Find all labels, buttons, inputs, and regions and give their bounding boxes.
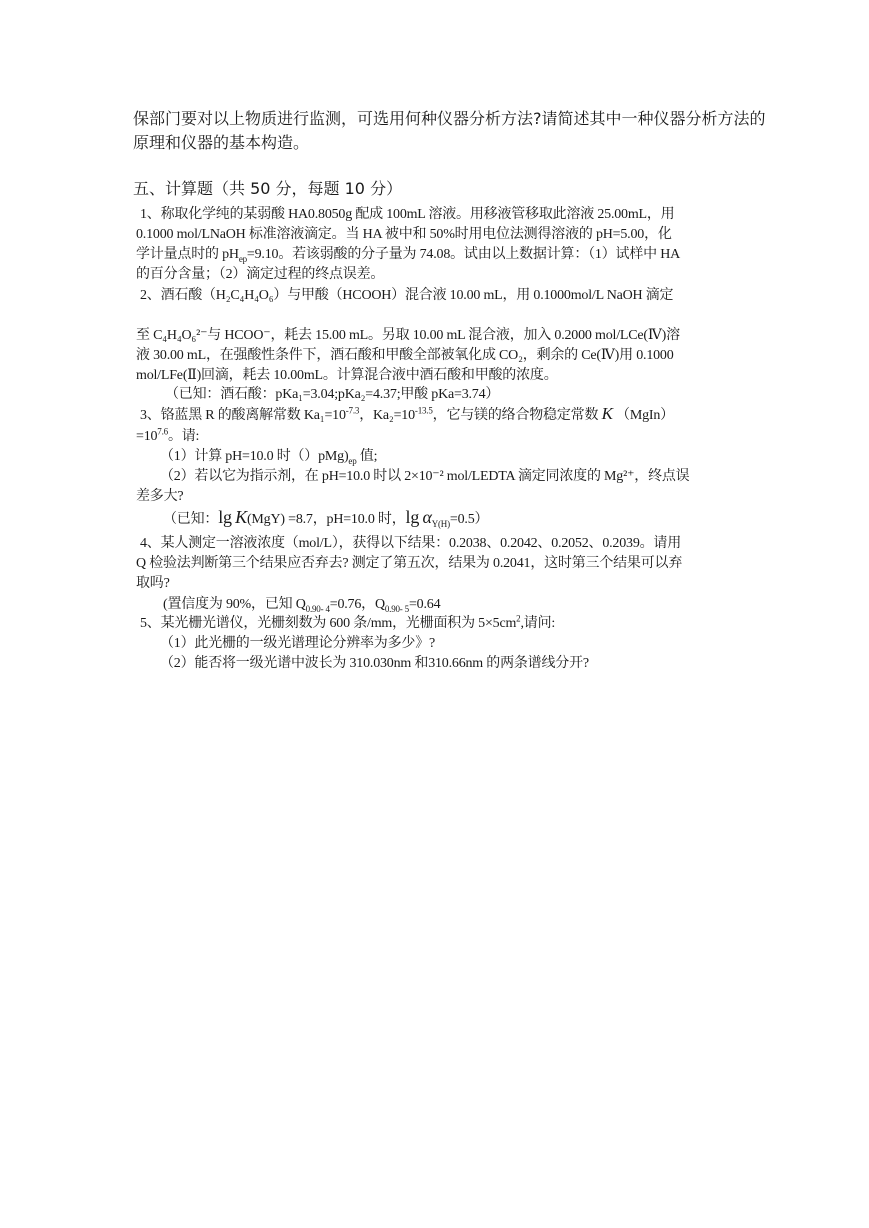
q1-line-2: 0.1000 mol/LNaOH 标准溶液滴定。当 HA 被中和 50%时用电位法测得溶液的 pH=5.00，化	[136, 227, 672, 242]
q2-line-3: 液 30.00 mL，在强酸性条件下，酒石酸和甲酸全部被氧化成 CO₂，剩余的 Ce(Ⅳ)用 0.1000	[136, 348, 674, 363]
q3-line-5: 差多大?	[136, 489, 184, 504]
q2-line-2: 至 C₄H₄O₆²⁻与 HCOO⁻，耗去 15.00 mL。另取 10.00 mL 混合液，加入 0.2000 mol/LCe(Ⅳ)溶	[136, 328, 680, 343]
q4-line-3: 取吗?	[136, 576, 170, 591]
q4-line-2: Q 检验法判断第三个结果应否弃去? 测定了第五次，结果为 0.2041，这时第三个结果可以弃	[136, 556, 683, 571]
q2-given: （已知：酒石酸：pKa₁=3.04;pKa₂=4.37;甲酸 pKa=3.74）	[165, 387, 500, 402]
q3-line-1: 3、铬蓝黑 R 的酸离解常数 $Ka_1=10^{-7.3}$，$Ka_2=10^{-13.5}$，它与镁的络合物稳定常数 K （MgIn）	[140, 404, 674, 423]
q5-line-3: （2）能否将一级光谱中波长为 310.030nm 和310.66nm 的两条谱线分开?	[160, 656, 589, 671]
q1-line-4: 的百分含量；（2）滴定过程的终点误差。	[136, 267, 385, 282]
q4-line-4: (置信度为 90%，已知 $Q_{0.90- 4}=0.76$，$Q_{0.90- 5}=0.64$	[163, 597, 441, 614]
intro-line-2: 原理和仪器的基本构造。	[133, 133, 310, 152]
q5-line-1: 5、某光栅光谱仪，光栅刻数为 600 条/mm，光栅面积为 $5\times 5cm^2$,请问:	[140, 613, 556, 631]
intro-line-1: 保部门要对以上物质进行监测，可选用何种仪器分析方法?请简述其中一种仪器分析方法的	[133, 109, 766, 128]
q2-line-4: mol/LFe(Ⅱ)回滴，耗去 10.00mL。计算混合液中酒石酸和甲酸的浓度。	[136, 368, 558, 383]
q3-line-2: $=10^{7.6}$。请:	[136, 426, 200, 444]
q3-given: （已知：lg K(MgY) =8.7，pH=10.0 时，$\lg \alpha_{Y(H)}=0.5$）	[163, 507, 489, 529]
q3-line-3: （1）计算 pH=10.0 时$()pMg)_{ep}$ 值;	[160, 449, 378, 466]
q5-line-2: （1）此光栅的一级光谱理论分辨率为多少》?	[160, 636, 436, 651]
q4-line-1: 4、某人测定一溶液浓度（mol/L），获得以下结果：0.2038、0.2042、0.2052、0.2039。请用	[140, 536, 682, 551]
q2-line-1: 2、酒石酸（H₂C₄H₄O₆）与甲酸（HCOOH）混合液 10.00 mL，用 0.1000mol/L NaOH 滴定	[140, 288, 674, 303]
q1-line-1: 1、称取化学纯的某弱酸 HA0.8050g 配成 100mL 溶液。用移液管移取此溶液 25.00mL，用	[140, 207, 675, 222]
section-title: 五、计算题（共 50 分，每题 10 分）	[133, 179, 403, 198]
q3-line-4: （2）若以它为指示剂，在 pH=10.0 时以 2×10⁻² mol/LEDTA 滴定同浓度的 Mg²⁺，终点误	[160, 469, 690, 484]
q1-line-3: 学计量点时的 $pH_{ep}=9.10$。若该弱酸的分子量为 74.08。试由以上数据计算：（1）试样中 HA	[136, 247, 681, 264]
